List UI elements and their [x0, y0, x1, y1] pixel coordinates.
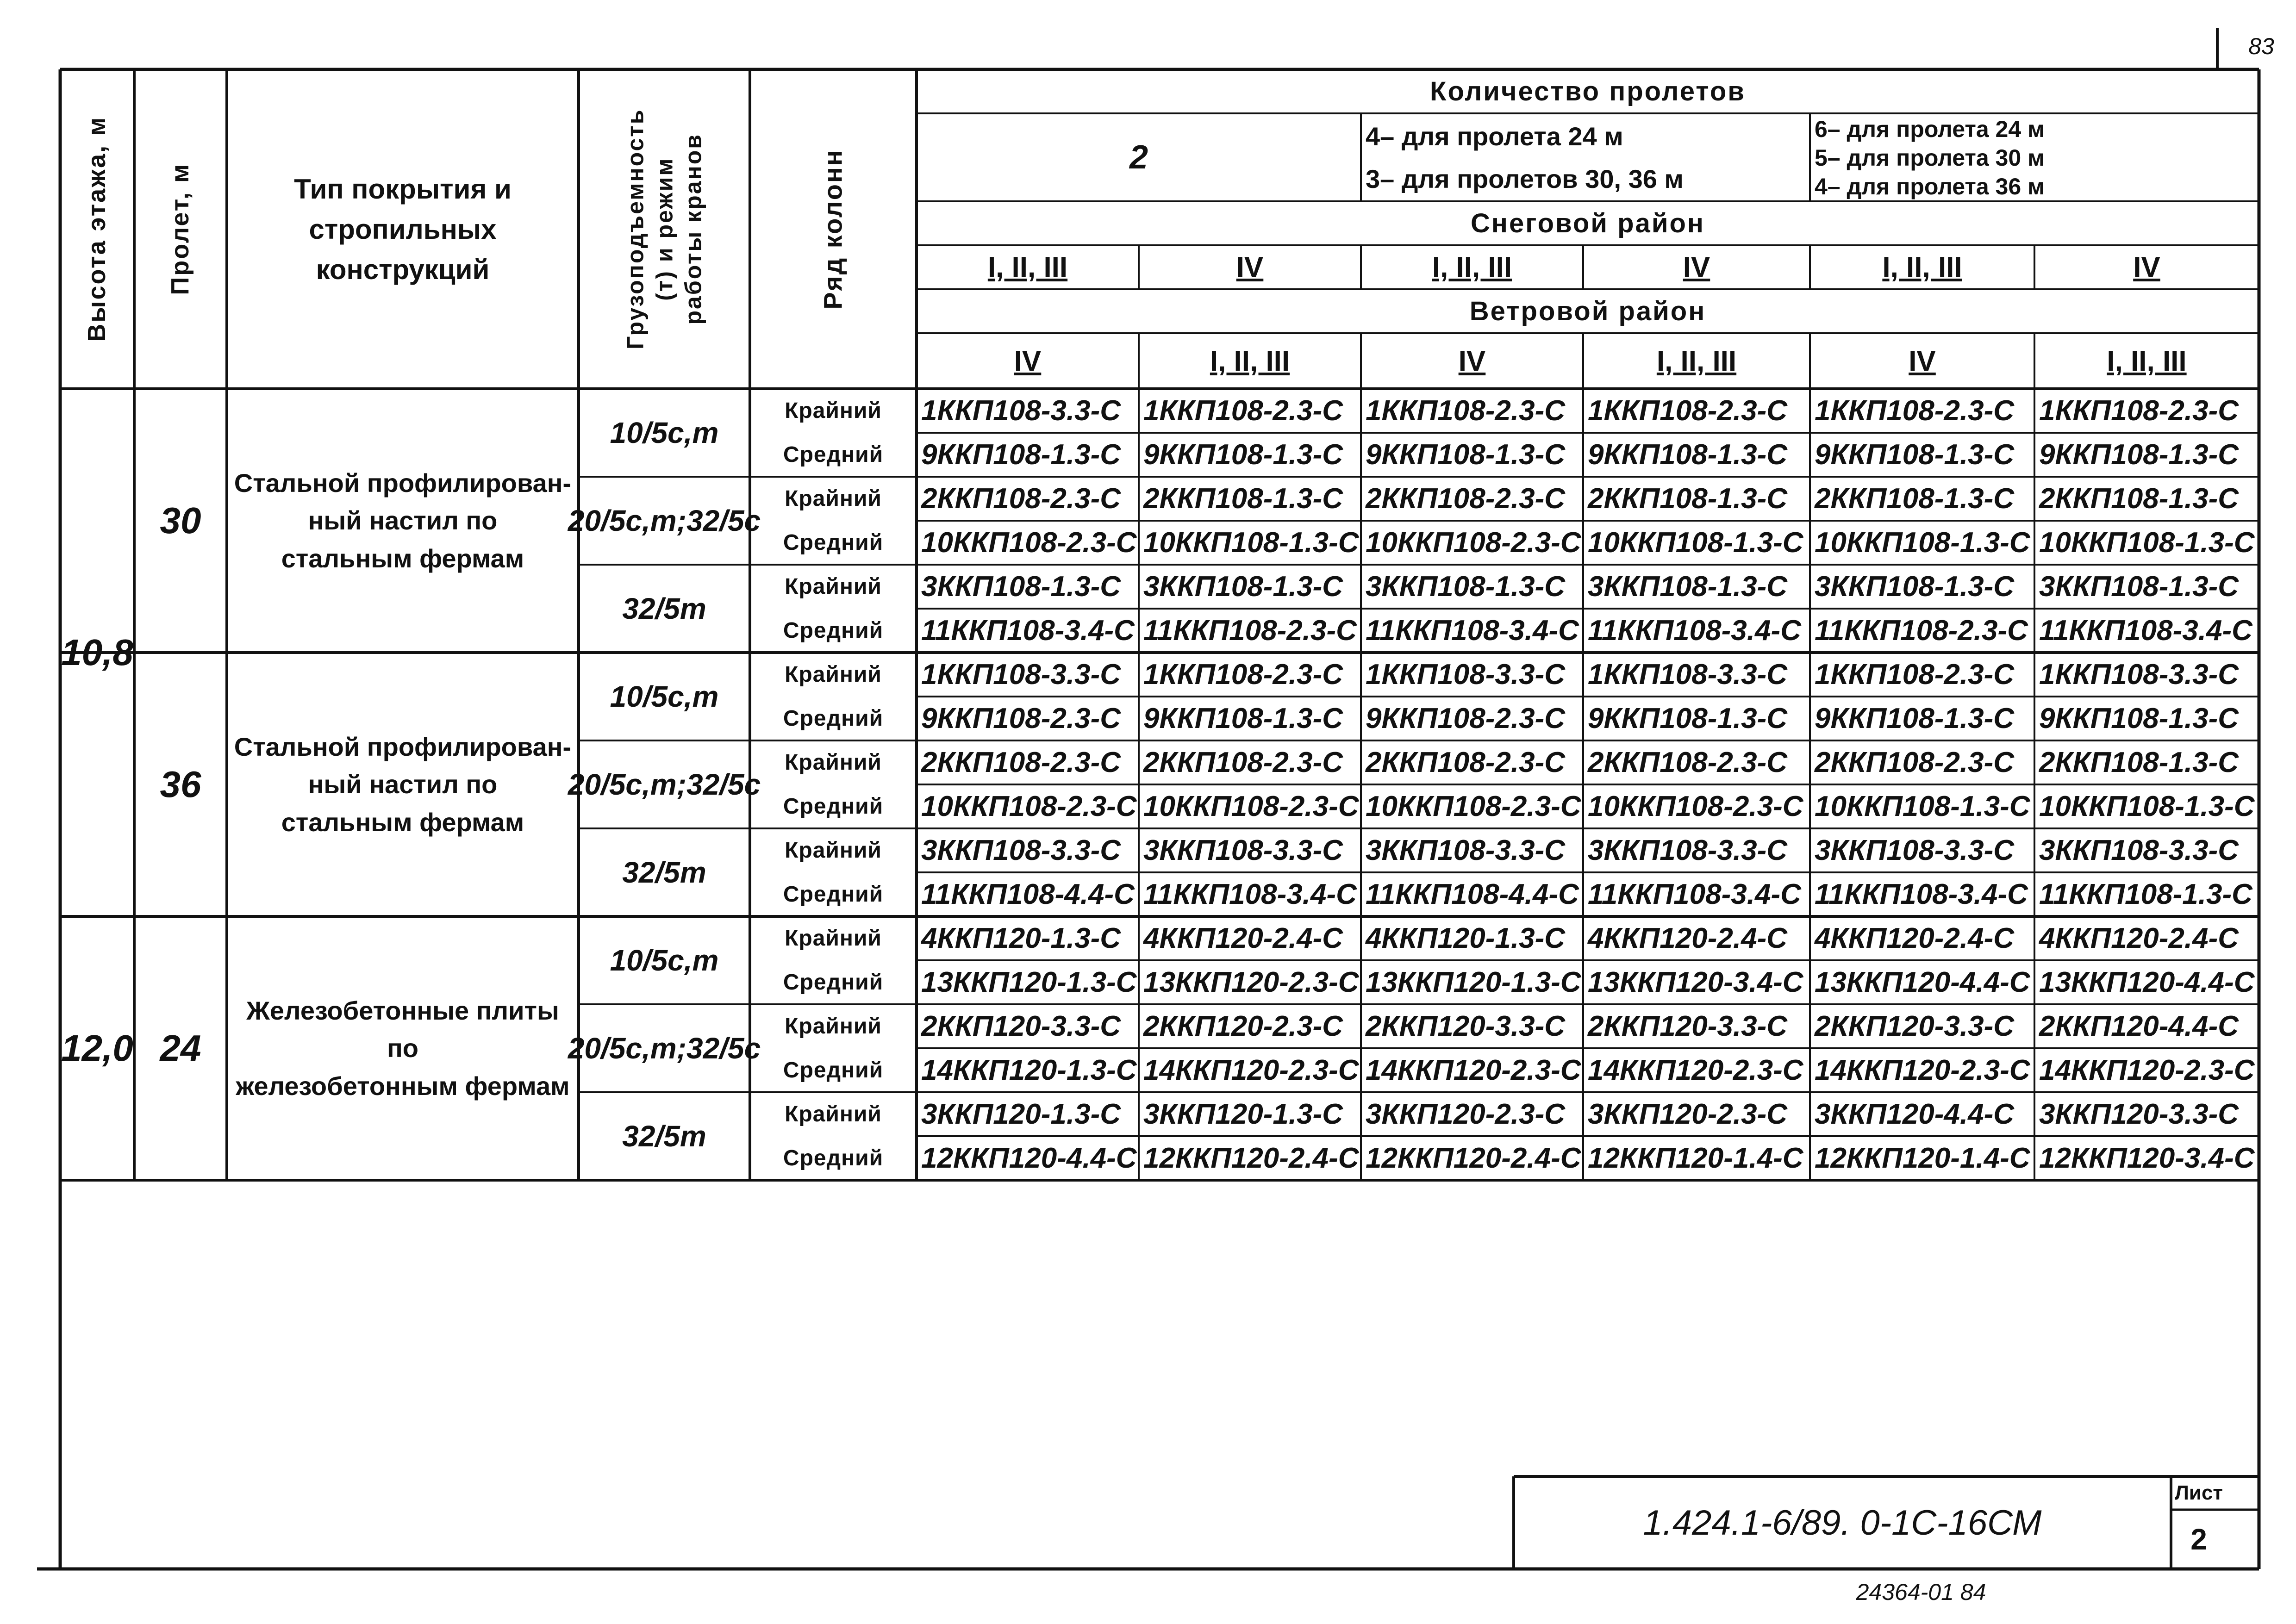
column-code-cell: 3ККП108-1.3-С — [1143, 571, 1343, 603]
column-code-cell: 3ККП108-1.3-С — [1815, 571, 2015, 603]
column-code-cell: 11ККП108-4.4-С — [921, 878, 1135, 910]
column-code-cell: 10ККП108-1.3-С — [2039, 527, 2255, 559]
column-code-cell: 2ККП120-2.3-С — [1143, 1010, 1343, 1042]
column-code-cell: 10ККП108-2.3-С — [921, 527, 1137, 559]
column-code-cell: 14ККП120-2.3-С — [1815, 1054, 2030, 1086]
column-code-cell: 9ККП108-1.3-С — [1815, 439, 2015, 471]
column-row-header: Ряд колонн — [818, 149, 848, 310]
column-code-cell: 13ККП120-1.3-С — [1366, 966, 1581, 998]
spans-count-header: Количество пролетов — [1430, 76, 1746, 106]
snow-region-3: IV — [1683, 251, 1710, 283]
column-code-cell: 2ККП120-3.3-С — [1366, 1010, 1566, 1042]
column-code-cell: 9ККП108-1.3-С — [1143, 439, 1343, 471]
column-code-cell: 4ККП120-1.3-С — [1366, 922, 1566, 954]
column-code-cell: 9ККП108-1.3-С — [1815, 703, 2015, 734]
column-code-cell: 11ККП108-3.4-С — [2039, 615, 2252, 647]
roof-type-description — [227, 389, 579, 653]
column-code-cell: 3ККП120-2.3-С — [1588, 1098, 1788, 1130]
crane-load: 10/5с,т — [610, 944, 719, 977]
column-code-cell: 9ККП108-1.3-С — [921, 439, 1121, 471]
column-code-cell: 3ККП108-3.3-С — [921, 834, 1121, 866]
column-code-cell: 9ККП108-1.3-С — [1366, 439, 1566, 471]
column-code-cell: 10ККП108-1.3-С — [1143, 527, 1359, 559]
wind-region-header: Ветровой район — [1469, 296, 1706, 326]
column-code-cell: 11ККП108-3.4-С — [1366, 615, 1579, 647]
column-row-type: Крайний — [785, 926, 882, 951]
drawing-designation: 1.424.1-6/89. 0-1С-16СМ — [1643, 1503, 2042, 1543]
span-value: 24 — [160, 1027, 201, 1069]
snow-region-5: IV — [2133, 251, 2160, 283]
footer-code: 24364-01 84 — [1856, 1579, 1986, 1605]
column-code-cell: 9ККП108-2.3-С — [921, 703, 1121, 734]
column-code-cell: 9ККП108-1.3-С — [2039, 703, 2239, 734]
spans-count-6-line1: 6– для пролета 24 м — [1815, 116, 2045, 142]
column-code-cell: 1ККП108-2.3-С — [1143, 395, 1343, 427]
column-row-type: Средний — [783, 530, 884, 555]
column-code-cell: 1ККП108-3.3-С — [921, 659, 1121, 691]
column-code-cell: 14ККП120-2.3-С — [1366, 1054, 1581, 1086]
column-code-cell: 12ККП120-4.4-С — [921, 1142, 1137, 1174]
column-code-cell: 9ККП108-1.3-С — [1588, 703, 1788, 734]
spans-count-4-line3: 4– для пролета 36 м — [1815, 174, 2045, 199]
column-code-cell: 3ККП108-1.3-С — [921, 571, 1121, 603]
column-code-cell: 11ККП108-1.3-С — [2039, 878, 2252, 910]
column-code-cell: 3ККП108-3.3-С — [1366, 834, 1566, 866]
column-code-cell: 1ККП108-2.3-С — [1815, 395, 2015, 427]
snow-region-2: I, II, III — [1432, 251, 1512, 283]
column-code-cell: 3ККП108-3.3-С — [1815, 834, 2015, 866]
column-code-cell: 10ККП108-1.3-С — [1815, 527, 2030, 559]
column-row-type: Средний — [783, 794, 884, 819]
column-code-cell: 3ККП108-3.3-С — [1588, 834, 1788, 866]
spans-count-2: 2 — [1129, 139, 1148, 176]
column-code-cell: 1ККП108-3.3-С — [921, 395, 1121, 427]
column-row-type: Крайний — [785, 662, 882, 687]
column-code-cell: 3ККП108-1.3-С — [1588, 571, 1788, 603]
column-row-type: Средний — [783, 970, 884, 995]
column-row-type: Средний — [783, 1146, 884, 1170]
sheet-number: 2 — [2190, 1523, 2207, 1556]
column-row-type: Средний — [783, 442, 884, 467]
column-code-cell: 3ККП108-3.3-С — [1143, 834, 1343, 866]
column-code-cell: 10ККП108-2.3-С — [1366, 790, 1581, 822]
column-code-cell: 2ККП108-1.3-С — [2039, 747, 2239, 778]
column-code-cell: 12ККП120-1.4-С — [1815, 1142, 2030, 1174]
column-code-cell: 2ККП108-2.3-С — [1815, 747, 2015, 778]
column-code-cell: 2ККП108-1.3-С — [1815, 483, 2015, 515]
column-code-cell: 2ККП108-2.3-С — [1588, 747, 1788, 778]
column-code-cell: 2ККП108-1.3-С — [2039, 483, 2239, 515]
column-code-cell: 2ККП108-2.3-С — [921, 483, 1121, 515]
roof-type-description — [227, 653, 579, 916]
column-code-cell: 3ККП108-1.3-С — [2039, 571, 2239, 603]
column-code-cell: 10ККП108-2.3-С — [1143, 790, 1359, 822]
column-code-cell: 10ККП108-2.3-С — [1588, 790, 1803, 822]
column-code-cell: 2ККП120-3.3-С — [921, 1010, 1121, 1042]
column-code-cell: 4ККП120-2.4-С — [1815, 922, 2015, 954]
column-code-cell: 10ККП108-2.3-С — [921, 790, 1137, 822]
column-code-cell: 11ККП108-3.4-С — [921, 615, 1135, 647]
snow-region-0: I, II, III — [987, 251, 1068, 283]
column-code-cell: 11ККП108-3.4-С — [1815, 878, 2028, 910]
crane-load: 32/5т — [622, 1120, 706, 1153]
column-code-cell: 11ККП108-2.3-С — [1143, 615, 1357, 647]
column-code-cell: 2ККП108-2.3-С — [1366, 483, 1566, 515]
floor-height-header: Высота этажа, м — [83, 116, 111, 342]
column-code-cell: 10ККП108-1.3-С — [1588, 527, 1803, 559]
roof-type-description — [227, 916, 579, 1180]
column-code-cell: 2ККП108-2.3-С — [921, 747, 1121, 778]
column-code-cell: 10ККП108-1.3-С — [2039, 790, 2255, 822]
spans-count-3-line2: 3– для пролетов 30, 36 м — [1366, 164, 1684, 193]
span-value: 36 — [160, 764, 201, 805]
column-code-cell: 2ККП108-2.3-С — [1366, 747, 1566, 778]
column-code-cell: 10ККП108-1.3-С — [1815, 790, 2030, 822]
spans-count-4-line1: 4– для пролета 24 м — [1366, 121, 1623, 151]
wind-region-0: IV — [1014, 345, 1042, 377]
column-code-cell: 4ККП120-2.4-С — [1143, 922, 1343, 954]
column-row-type: Крайний — [785, 750, 882, 775]
column-code-cell: 4ККП120-2.4-С — [2039, 922, 2239, 954]
column-row-type: Крайний — [785, 1102, 882, 1126]
column-code-cell: 2ККП108-2.3-С — [1143, 747, 1343, 778]
column-code-cell: 1ККП108-2.3-С — [1588, 395, 1788, 427]
column-code-cell: 14ККП120-2.3-С — [1588, 1054, 1803, 1086]
wind-region-4: IV — [1909, 345, 1936, 377]
column-code-cell: 12ККП120-1.4-С — [1588, 1142, 1803, 1174]
roof-type-line: ный настил по — [308, 770, 498, 799]
spans-count-5-line2: 5– для пролета 30 м — [1815, 145, 2045, 171]
snow-region-4: I, II, III — [1882, 251, 1962, 283]
column-code-cell: 2ККП108-1.3-С — [1588, 483, 1788, 515]
crane-load: 20/5с,т;32/5с — [568, 1032, 761, 1065]
column-row-type: Крайний — [785, 1014, 882, 1039]
column-row-type: Крайний — [785, 486, 882, 511]
roof-type-header: Тип покрытия и стропильных конструкций — [294, 173, 512, 285]
roof-type-line: Железобетонные плиты — [246, 996, 559, 1026]
column-code-cell: 10ККП108-2.3-С — [1366, 527, 1581, 559]
wind-region-5: I, II, III — [2107, 345, 2187, 377]
roof-type-line: железобетонным фермам — [236, 1071, 570, 1101]
crane-load: 10/5с,т — [610, 416, 719, 449]
column-code-cell: 2ККП120-4.4-С — [2039, 1010, 2239, 1042]
snow-region-header: Снеговой район — [1471, 208, 1705, 238]
column-code-cell: 9ККП108-1.3-С — [1143, 703, 1343, 734]
span-header: Пролет, м — [166, 163, 194, 295]
column-code-cell: 3ККП120-2.3-С — [1366, 1098, 1566, 1130]
floor-height-value: 12,0 — [61, 1027, 133, 1069]
column-code-cell: 14ККП120-2.3-С — [1143, 1054, 1359, 1086]
column-code-cell: 2ККП120-3.3-С — [1815, 1010, 2015, 1042]
column-code-cell: 1ККП108-2.3-С — [1366, 395, 1566, 427]
wind-region-3: I, II, III — [1656, 345, 1737, 377]
column-code-cell: 3ККП108-3.3-С — [2039, 834, 2239, 866]
roof-type-line: ный настил по — [308, 506, 498, 535]
wind-region-1: I, II, III — [1210, 345, 1290, 377]
column-row-type: Крайний — [785, 574, 882, 599]
roof-type-line: Стальной профилирован- — [234, 732, 572, 762]
column-code-cell: 1ККП108-3.3-С — [2039, 659, 2239, 691]
page-number: 83 — [2248, 33, 2274, 59]
crane-capacity-header: Грузоподъемность (т) и режим работы кранов — [622, 108, 706, 350]
column-code-cell: 4ККП120-1.3-С — [921, 922, 1121, 954]
column-row-type: Средний — [783, 618, 884, 643]
column-code-cell: 11ККП108-4.4-С — [1366, 878, 1579, 910]
column-code-cell: 13ККП120-1.3-С — [921, 966, 1137, 998]
span-value: 30 — [160, 500, 201, 541]
column-code-cell: 1ККП108-2.3-С — [1815, 659, 2015, 691]
column-code-cell: 1ККП108-2.3-С — [2039, 395, 2239, 427]
column-code-cell: 13ККП120-4.4-С — [2039, 966, 2255, 998]
column-code-cell: 13ККП120-4.4-С — [1815, 966, 2030, 998]
column-code-cell: 12ККП120-2.4-С — [1143, 1142, 1359, 1174]
crane-load: 20/5с,т;32/5с — [568, 504, 761, 537]
column-code-cell: 11ККП108-2.3-С — [1815, 615, 2028, 647]
column-code-cell: 11ККП108-3.4-С — [1588, 878, 1801, 910]
roof-type-line: стальным фермам — [281, 807, 524, 837]
column-code-cell: 3ККП108-1.3-С — [1366, 571, 1566, 603]
roof-type-line: по — [387, 1033, 419, 1063]
crane-load: 32/5т — [622, 856, 706, 889]
column-code-cell: 11ККП108-3.4-С — [1588, 615, 1801, 647]
crane-load: 20/5с,т;32/5с — [568, 768, 761, 801]
column-row-type: Крайний — [785, 838, 882, 863]
column-row-type: Средний — [783, 1058, 884, 1083]
column-code-cell: 12ККП120-3.4-С — [2039, 1142, 2255, 1174]
column-code-cell: 1ККП108-3.3-С — [1366, 659, 1566, 691]
column-code-cell: 1ККП108-3.3-С — [1588, 659, 1788, 691]
column-code-cell: 9ККП108-2.3-С — [1366, 703, 1566, 734]
column-code-cell: 14ККП120-1.3-С — [921, 1054, 1137, 1086]
floor-height-value: 10,8 — [61, 632, 133, 673]
column-code-cell: 9ККП108-1.3-С — [1588, 439, 1788, 471]
column-code-cell: 9ККП108-1.3-С — [2039, 439, 2239, 471]
crane-load: 32/5т — [622, 592, 706, 625]
column-code-cell: 13ККП120-2.3-С — [1143, 966, 1359, 998]
wind-region-2: IV — [1458, 345, 1486, 377]
column-row-type: Средний — [783, 882, 884, 907]
column-code-cell: 1ККП108-2.3-С — [1143, 659, 1343, 691]
column-code-cell: 3ККП120-1.3-С — [1143, 1098, 1343, 1130]
sheet-label: Лист — [2175, 1481, 2223, 1504]
column-code-cell: 3ККП120-1.3-С — [921, 1098, 1121, 1130]
column-code-cell: 13ККП120-3.4-С — [1588, 966, 1803, 998]
roof-type-line: стальным фермам — [281, 543, 524, 573]
snow-region-1: IV — [1236, 251, 1264, 283]
column-code-cell: 12ККП120-2.4-С — [1366, 1142, 1581, 1174]
column-code-cell: 2ККП108-1.3-С — [1143, 483, 1343, 515]
column-row-type: Средний — [783, 706, 884, 731]
column-code-cell: 2ККП120-3.3-С — [1588, 1010, 1788, 1042]
column-row-type: Крайний — [785, 398, 882, 423]
column-code-cell: 14ККП120-2.3-С — [2039, 1054, 2255, 1086]
crane-load: 10/5с,т — [610, 680, 719, 713]
column-code-cell: 3ККП120-4.4-С — [1815, 1098, 2015, 1130]
column-code-cell: 3ККП120-3.3-С — [2039, 1098, 2239, 1130]
roof-type-line: Стальной профилирован- — [234, 468, 572, 498]
column-code-cell: 4ККП120-2.4-С — [1588, 922, 1788, 954]
column-code-cell: 11ККП108-3.4-С — [1143, 878, 1357, 910]
